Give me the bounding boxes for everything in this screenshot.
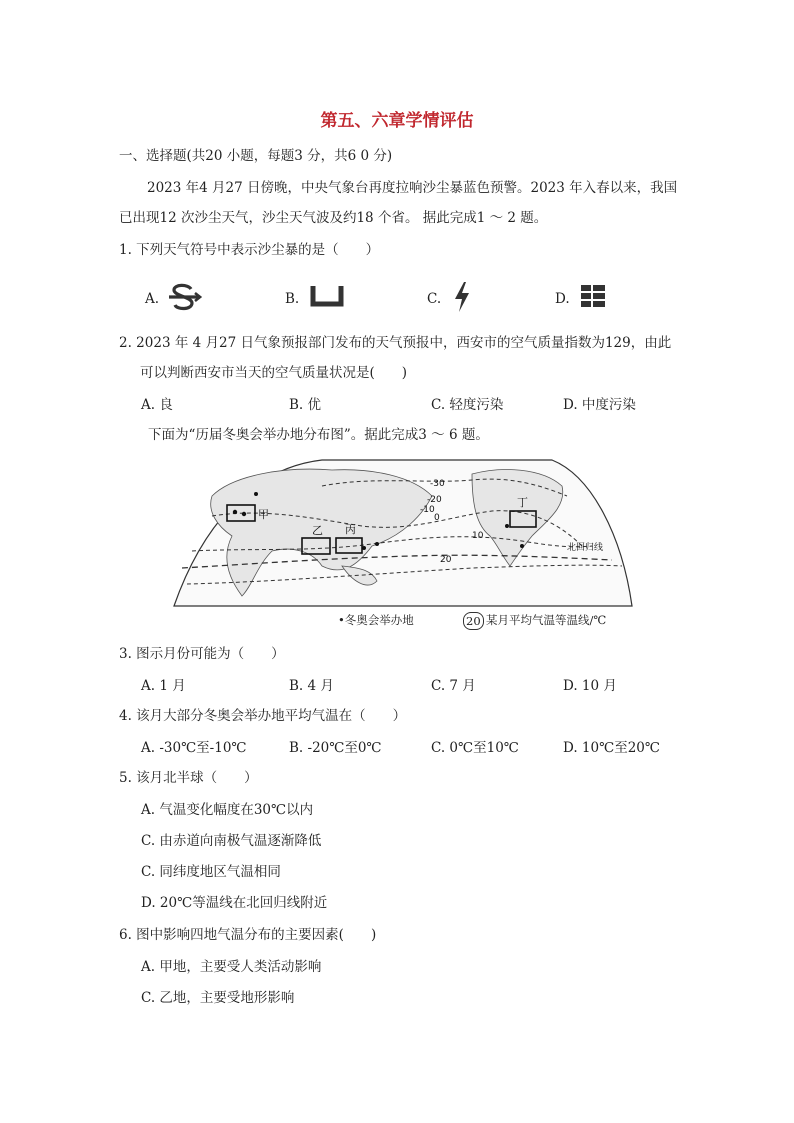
host-city-dot (254, 492, 258, 496)
map-label-tropic: 北回归线 (567, 543, 604, 553)
q5-option-a: A. 气温变化幅度在30℃以内 (141, 802, 314, 818)
legend-isotherm: 某月平均气温等温线/℃ (486, 613, 607, 627)
map-label-bing: 丙 (345, 523, 356, 536)
host-city-dot (375, 542, 379, 546)
host-city-dot (520, 544, 524, 548)
winter-olympics-map (172, 456, 634, 608)
section-heading: 一、选择题(共20 小题，每题3 分，共6 0 分) (119, 148, 393, 164)
q2-option-b: B. 优 (289, 397, 322, 413)
q1-option-d-label: D. (555, 291, 570, 307)
host-city-dot (505, 524, 509, 528)
isotherm-label: 0 (434, 513, 440, 523)
isotherm-label: -20 (427, 495, 442, 505)
q5-option-d: D. 20℃等温线在北回归线附近 (141, 895, 328, 911)
q5-option-c: C. 同纬度地区气温相同 (141, 864, 281, 880)
q4-option-c: C. 0℃至10℃ (431, 740, 519, 756)
question-2-stem-line-1: 2. 2023 年 4 月27 日气象预报部门发布的天气预报中，西安市的空气质量指数为129，由此 (119, 335, 672, 351)
q4-option-d: D. 10℃至20℃ (563, 740, 660, 756)
q2-option-a: A. 良 (141, 397, 173, 413)
legend-isotherm-sample: 20 (463, 612, 484, 630)
q6-option-c: C. 乙地，主要受地形影响 (141, 990, 295, 1006)
question-4-stem: 4. 该月大部分冬奥会举办地平均气温在（ ） (119, 708, 407, 724)
intro-map-paragraph: 下面为“历届冬奥会举办地分布图”。据此完成3 ～ 6 题。 (148, 427, 489, 443)
host-city-dot (242, 512, 246, 516)
intro-paragraph-line-2: 已出现12 次沙尘天气，沙尘天气波及约18 个省。 据此完成1 ～ 2 题。 (119, 210, 548, 226)
map-label-yi: 乙 (312, 524, 323, 537)
lightning-symbol-icon (452, 281, 472, 313)
grid-blocks-symbol-icon (580, 284, 606, 308)
host-city-dot (233, 510, 237, 514)
map-label-ding: 丁 (517, 496, 528, 509)
q4-option-b: B. -20℃至0℃ (289, 740, 382, 756)
question-6-stem: 6. 图中影响四地气温分布的主要因素( ) (119, 927, 377, 943)
question-2-stem-line-2: 可以判断西安市当天的空气质量状况是( ) (140, 365, 408, 381)
isotherm-label: -30 (430, 479, 445, 489)
host-city-dot (362, 546, 366, 550)
isotherm-label: 20 (440, 555, 452, 565)
map-label-jia: 甲 (258, 508, 269, 521)
intro-paragraph-line-1: 2023 年4 月27 日傍晚，中央气象台再度拉响沙尘暴蓝色预警。2023 年入春以来，我国 (147, 180, 678, 196)
q6-option-a: A. 甲地，主要受人类活动影响 (141, 959, 322, 975)
isotherm-label: 10 (472, 531, 484, 541)
sandstorm-symbol-icon (166, 283, 202, 311)
q2-option-d: D. 中度污染 (563, 397, 636, 413)
isotherm-label: -10 (420, 505, 435, 515)
q2-option-c: C. 轻度污染 (431, 397, 504, 413)
page-title: 第五、六章学情评估 (320, 111, 474, 131)
question-5-stem: 5. 该月北半球（ ） (119, 770, 258, 786)
q3-option-b: B. 4 月 (289, 678, 334, 694)
q1-option-a-label: A. (145, 291, 160, 307)
q5-option-b: C. 由赤道向南极气温逐渐降低 (141, 833, 322, 849)
q4-option-a: A. -30℃至-10℃ (141, 740, 247, 756)
q3-option-c: C. 7 月 (431, 678, 476, 694)
question-1-stem: 1. 下列天气符号中表示沙尘暴的是（ ） (119, 242, 380, 258)
legend-host-city: •冬奥会举办地 (338, 613, 414, 627)
q3-option-a: A. 1 月 (141, 678, 186, 694)
q3-option-d: D. 10 月 (563, 678, 617, 694)
q1-option-b-label: B. (285, 291, 300, 307)
fog-bracket-symbol-icon (310, 284, 344, 308)
q1-option-c-label: C. (427, 291, 442, 307)
question-3-stem: 3. 图示月份可能为（ ） (119, 646, 285, 662)
